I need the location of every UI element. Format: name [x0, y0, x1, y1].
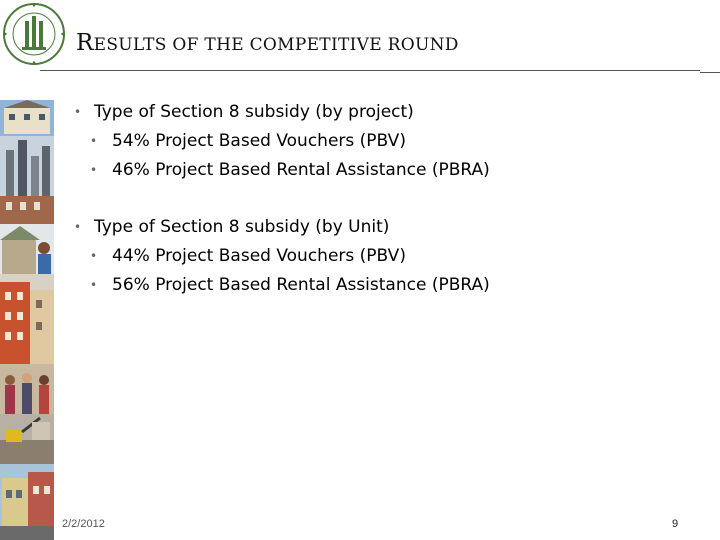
sub-bullet-text: 54% Project Based Vouchers (PBV) [112, 131, 406, 151]
sub-bullet-item [74, 127, 714, 156]
footer-date: 2/2/2012 [62, 518, 105, 530]
sub-bullet-text: 56% Project Based Rental Assistance (PBRA) [112, 275, 490, 295]
bullet-text: Type of Section 8 subsidy (by project) [94, 102, 414, 122]
sub-bullet-item [74, 271, 714, 300]
bullet-icon: • [74, 105, 82, 119]
bullet-icon: • [90, 278, 98, 292]
sub-bullet-item [74, 156, 714, 185]
photo-skyline [0, 136, 54, 196]
bullet-item-by-project [74, 98, 714, 127]
bullet-text: Type of Section 8 subsidy (by Unit) [94, 217, 390, 237]
hud-seal-icon [2, 2, 66, 66]
photo-resident [0, 224, 54, 274]
bullet-icon: • [90, 163, 98, 177]
bullet-icon: • [90, 134, 98, 148]
sub-bullet-text: 44% Project Based Vouchers (PBV) [112, 246, 406, 266]
bullet-item-by-unit [74, 213, 714, 242]
photo-construction [0, 414, 54, 464]
photo-storefront [0, 464, 54, 540]
bullet-icon: • [90, 249, 98, 263]
header-divider-tick [700, 72, 720, 73]
header-divider [40, 70, 700, 71]
page-number: 9 [672, 518, 679, 530]
page-title [76, 20, 459, 58]
photo-rowhouses [0, 100, 54, 136]
photo-apartment-block [0, 274, 54, 364]
photo-brick-building [0, 196, 54, 224]
bullet-icon: • [74, 220, 82, 234]
title-first-letter: R [76, 30, 94, 56]
photo-people [0, 364, 54, 414]
title-text: ESULTS OF THE COMPETITIVE ROUND [93, 35, 459, 55]
sub-bullet-text: 46% Project Based Rental Assistance (PBRA) [112, 160, 490, 180]
photo-strip [0, 100, 54, 540]
bullet-list [74, 98, 714, 300]
sub-bullet-item [74, 242, 714, 271]
